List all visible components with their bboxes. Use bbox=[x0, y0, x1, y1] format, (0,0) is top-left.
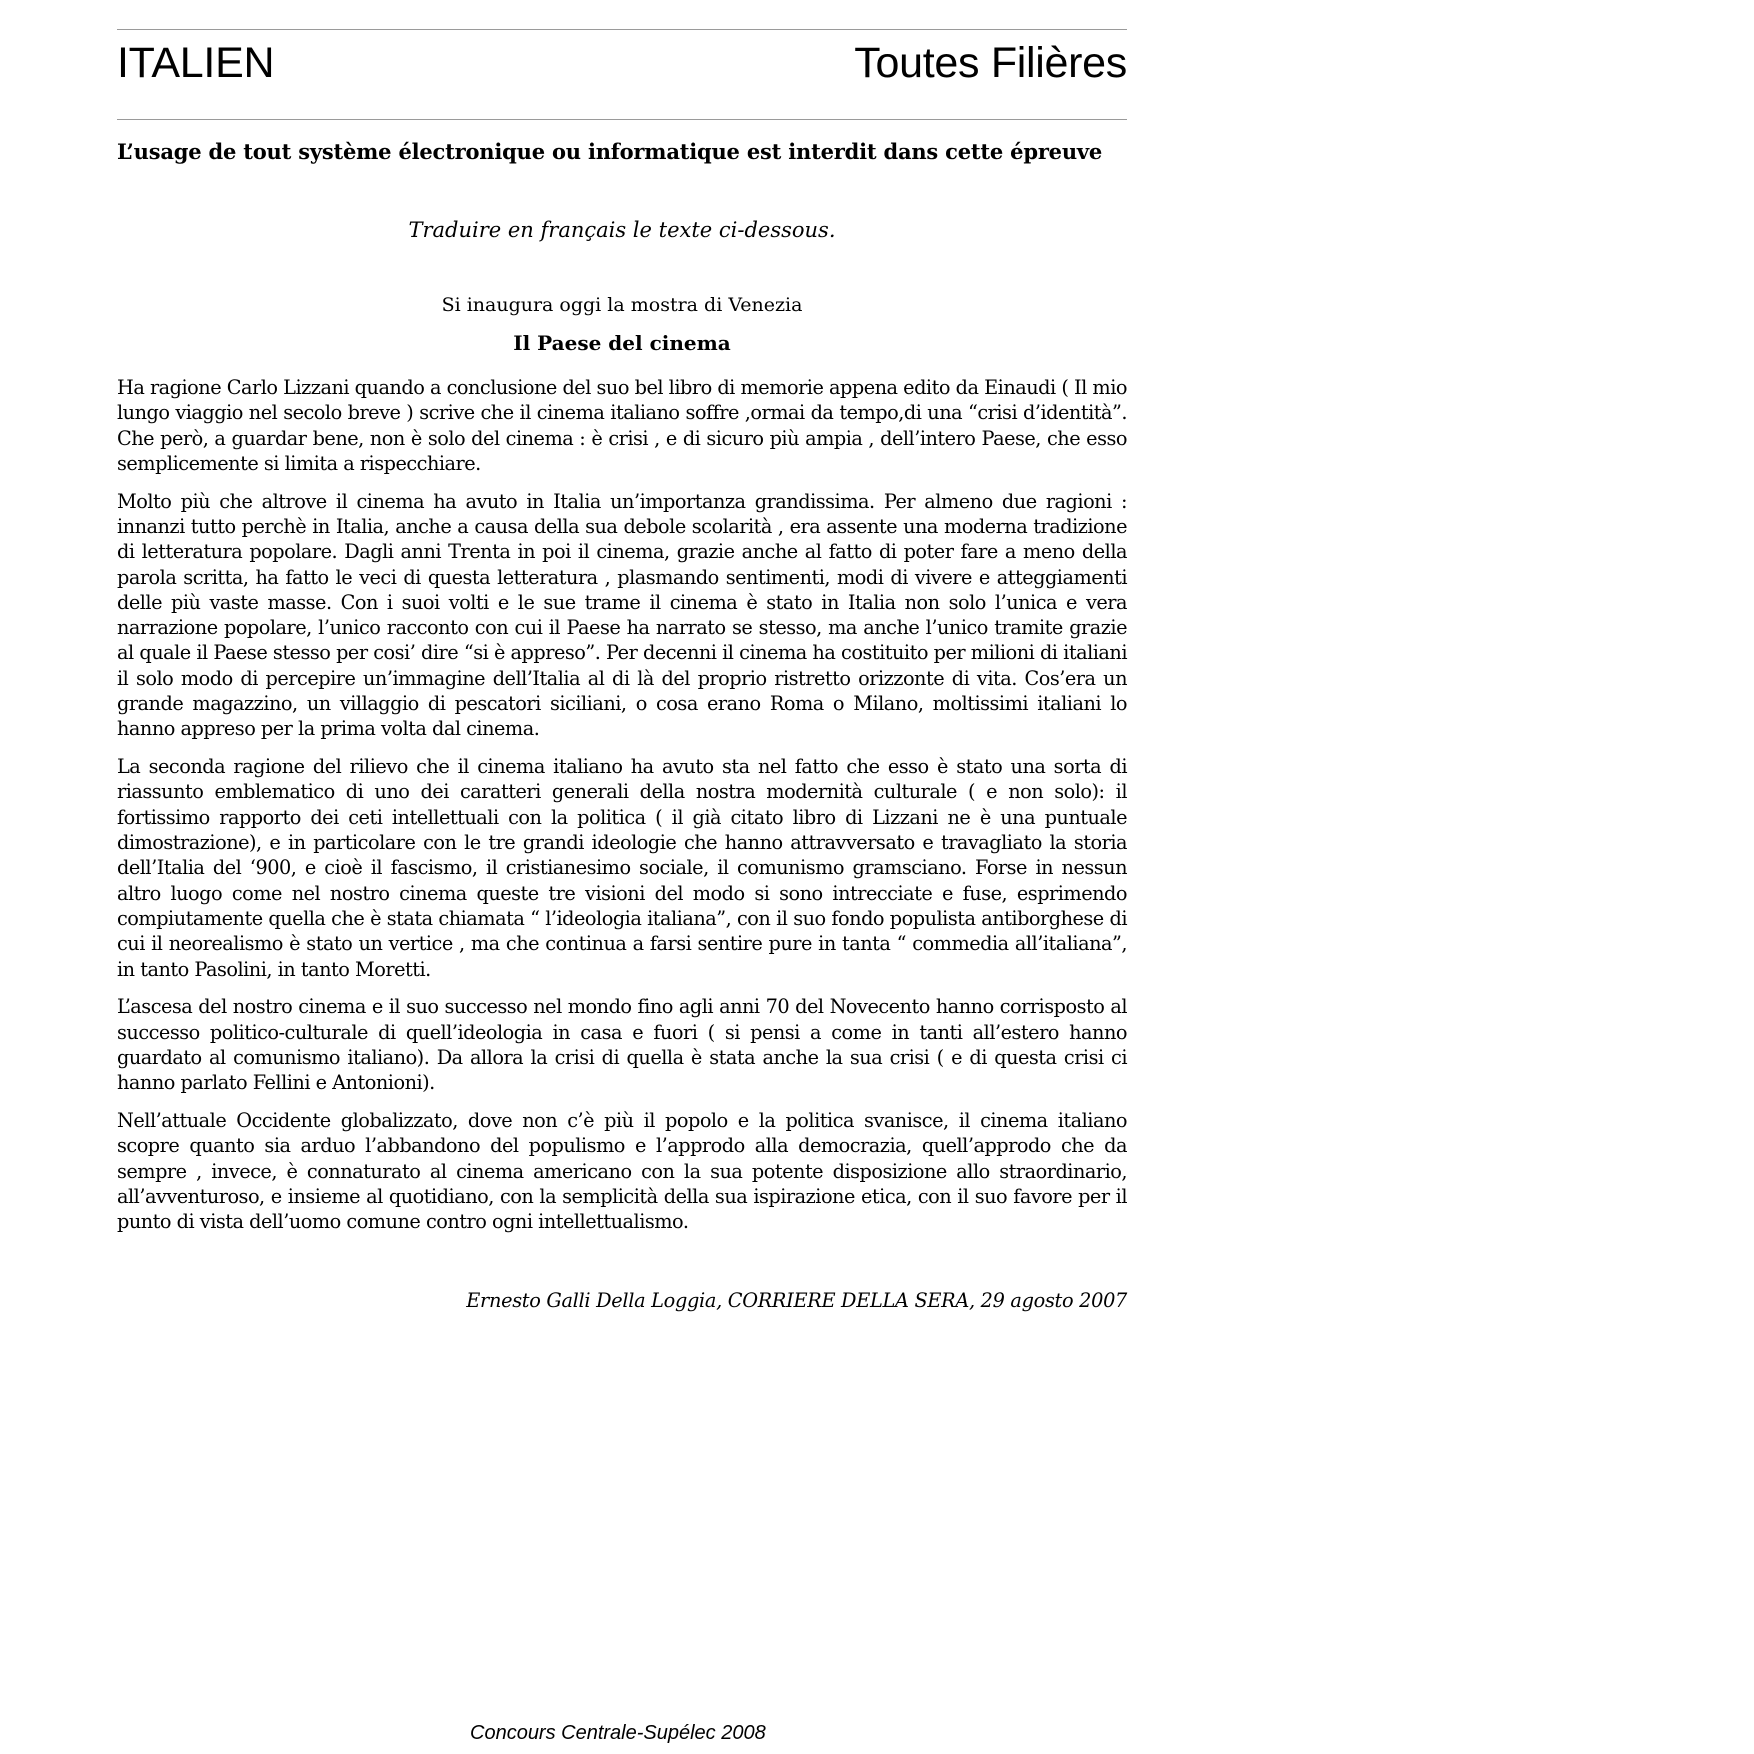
article-paragraph-4: L’ascesa del nostro cinema e il suo successo nel mondo fino agli anni 70 del Novecento hanno corrisposto al successo politico-culturale di quell’ideologia in casa e fuori ( si pensi a come in tanti all’estero hanno guardato al comunismo italiano). Da allora la crisi di quella è stata anche la sua crisi ( e di questa crisi ci hanno parlato Fellini e Antonioni). bbox=[117, 995, 1127, 1095]
article-source: Ernesto Galli Della Loggia, CORRIERE DELLA SERA, 29 agosto 2007 bbox=[466, 1288, 1127, 1312]
electronics-notice: L’usage de tout système électronique ou informatique est interdit dans cette épreuve bbox=[117, 139, 1103, 164]
article-body bbox=[117, 375, 1127, 1235]
article-kicker: Si inaugura oggi la mostra di Venezia bbox=[441, 294, 803, 316]
article-paragraph-1: Ha ragione Carlo Lizzani quando a conclusione del suo bel libro di memorie appena edito da Einaudi ( Il mio lungo viaggio nel secolo breve ) scrive che il cinema italiano soffre ,ormai da tempo,di una “crisi d’identità”. Che però, a guardar bene, non è solo del cinema : è crisi , e di sicuro più ampia , dell’intero Paese, che esso semplicemente si limita a rispecchiare. bbox=[117, 376, 1127, 475]
translation-instruction: Traduire en français le texte ci-dessous. bbox=[408, 218, 836, 242]
article-paragraph-3: La seconda ragione del rilievo che il cinema italiano ha avuto sta nel fatto che esso è stato una sorta di riassunto emblematico di uno dei caratteri generali della nostra modernità culturale ( e non solo): il fortissimo rapporto dei ceti intellettuali con la politica ( il già citato libro di Lizzani ne è una puntuale dimostrazione), e in particolare con le tre grandi ideologie che hanno attravversato e travagliato la storia dell’Italia del ‘900, e cioè il fascismo, il cristianesimo sociale, il comunismo gramsciano. Forse in nessun altro luogo come nel nostro cinema queste tre visioni del modo si sono intrecciate e fuse, esprimendo compiutamente quella che è stata chiamata “ l’ideologia italiana”, con il suo fondo populista antiborghese di cui il neorealismo è stato un vertice , ma che continua a farsi sentire pure in tanta “ commedia all’italiana”, in tanto Pasolini, in tanto Moretti. bbox=[117, 755, 1127, 981]
header-rule bbox=[117, 119, 1127, 120]
subject-title: ITALIEN bbox=[117, 39, 275, 87]
exam-header bbox=[117, 30, 1127, 119]
track-title: Toutes Filières bbox=[854, 39, 1127, 87]
exam-page bbox=[117, 29, 1127, 1313]
article-paragraph-2: Molto più che altrove il cinema ha avuto in Italia un’importanza grandissima. Per almeno due ragioni : innanzi tutto perchè in Italia, anche a causa della sua debole scolarità , era assente una moderna tradizione di letteratura popolare. Dagli anni Trenta in poi il cinema, grazie anche al fatto di poter fare a meno della parola scritta, ha fatto le veci di questa letteratura , plasmando sentimenti, modi di vivere e atteggiamenti delle più vaste masse. Con i suoi volti e le sue trame il cinema è stato in Italia non solo l’unica e vera narrazione popolare, l’unico racconto con cui il Paese ha narrato se stesso, ma anche l’unico tramite grazie al quale il Paese stesso per cosi’ dire “si è appreso”. Per decenni il cinema ha costituito per milioni di italiani il solo modo di percepire un’immagine dell’Italia al di là del proprio ristretto orizzonte di vita. Cos’era un grande magazzino, un villaggio di pescatori siciliani, o cosa erano Roma o Milano, moltissimi italiani lo hanno appreso per la prima volta dal cinema. bbox=[117, 489, 1127, 741]
article-headline: Il Paese del cinema bbox=[513, 331, 731, 355]
page-footer: Concours Centrale-Supélec 2008 bbox=[470, 1722, 766, 1744]
article-paragraph-5: Nell’attuale Occidente globalizzato, dove non c’è più il popolo e la politica svanisce, il cinema italiano scopre quanto sia arduo l’abbandono del populismo e l’approdo alla democrazia, quell’approdo che da sempre , invece, è connaturato al cinema americano con la sua potente disposizione allo straordinario, all’avventuroso, e insieme al quotidiano, con la semplicità della sua ispirazione etica, con il suo favore per il punto di vista dell’uomo comune contro ogni intellettualismo. bbox=[117, 1109, 1127, 1234]
